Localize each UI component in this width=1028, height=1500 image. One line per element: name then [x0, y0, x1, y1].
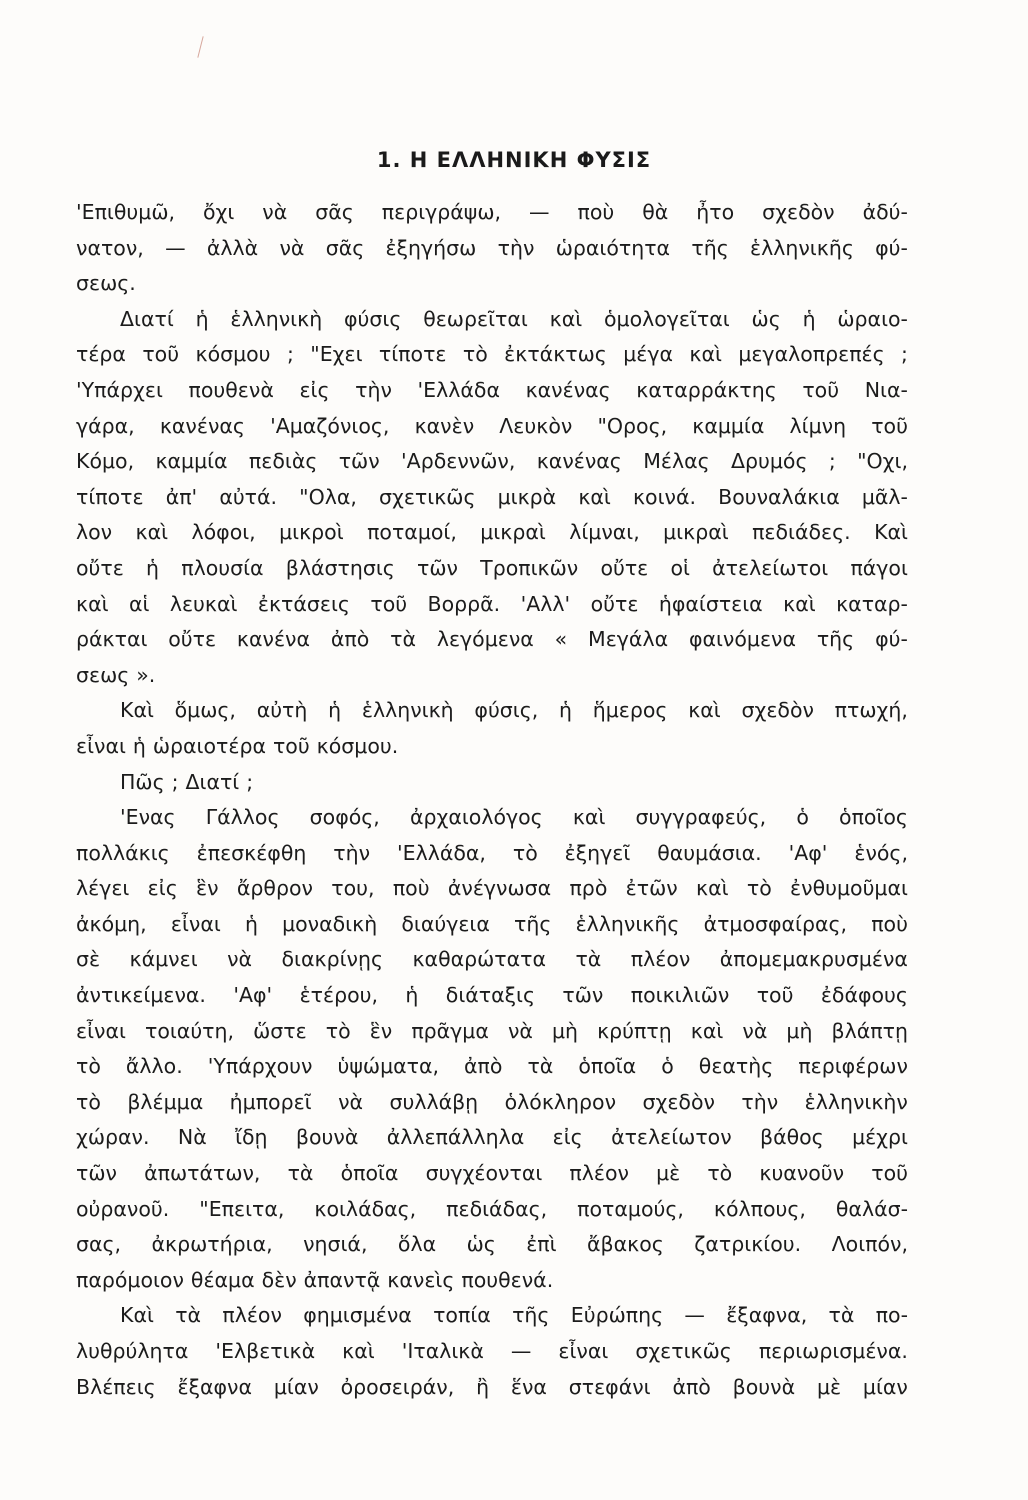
text-line: χώραν. Νὰ ἴδῃ βουνὰ ἀλλεπάλληλα εἰς ἀτελείωτον βάθος μέχρι [76, 1125, 908, 1150]
text-line: Καὶ ὅμως, αὐτὴ ἡ ἑλληνικὴ φύσις, ἡ ἥμερος καὶ σχεδὸν πτωχή, [120, 698, 908, 723]
text-line: 'Υπάρχει πουθενὰ εἰς τὴν 'Ελλάδα κανένας καταρράκτης τοῦ Νια- [76, 377, 908, 402]
text-line: Διατί ἡ ἑλληνικὴ φύσις θεωρεῖται καὶ ὁμολογεῖται ὡς ἡ ὡραιο- [120, 306, 908, 331]
text-line: πολλάκις ἐπεσκέφθη τὴν 'Ελλάδα, τὸ ἐξηγεῖ θαυμάσια. 'Αφ' ἑνός, [76, 840, 908, 865]
text-line: τὸ ἄλλο. 'Υπάρχουν ὑψώματα, ἀπὸ τὰ ὁποῖα ὁ θεατὴς περιφέρων [76, 1054, 908, 1079]
text-line: εἶναι ἡ ὡραιοτέρα τοῦ κόσμου. [76, 733, 399, 758]
chapter-title: 1. Η ΕΛΛΗΝΙΚΗ ΦΥΣΙΣ [376, 148, 652, 172]
text-line: λέγει εἰς ἓν ἄρθρον του, ποὺ ἀνέγνωσα πρὸ ἐτῶν καὶ τὸ ἐνθυμοῦμαι [76, 876, 908, 901]
text-line: σεως. [76, 271, 136, 296]
body-text [76, 195, 908, 1405]
text-line: σας, ἀκρωτήρια, νησιά, ὅλα ὡς ἐπὶ ἄβακος ζατρικίου. Λοιπόν, [76, 1232, 908, 1257]
text-line: Καὶ τὰ πλέον φημισμένα τοπία τῆς Εὐρώπης — ἔξαφνα, τὰ πο- [120, 1303, 908, 1328]
text-line: τῶν ἀπωτάτων, τὰ ὁποῖα συγχέονται πλέον μὲ τὸ κυανοῦν τοῦ [76, 1161, 908, 1186]
text-line: ἀντικείμενα. 'Αφ' ἑτέρου, ἡ διάταξις τῶν ποικιλιῶν τοῦ ἐδάφους [76, 983, 908, 1008]
text-line: Βλέπεις ἔξαφνα μίαν ὀροσειράν, ἢ ἕνα στεφάνι ἀπὸ βουνὰ μὲ μίαν [76, 1374, 908, 1399]
text-line: καὶ αἱ λευκαὶ ἐκτάσεις τοῦ Βορρᾶ. 'Αλλ' οὔτε ἡφαίστεια καὶ καταρ- [76, 591, 908, 616]
text-line: Κόμο, καμμία πεδιὰς τῶν 'Αρδεννῶν, κανένας Μέλας Δρυμός ; "Οχι, [76, 449, 908, 474]
text-line: οὐρανοῦ. "Επειτα, κοιλάδας, πεδιάδας, ποταμούς, κόλπους, θαλάσ- [76, 1196, 908, 1221]
text-line: παρόμοιον θέαμα δὲν ἀπαντᾷ κανεὶς πουθενά. [76, 1267, 554, 1292]
text-line: τίποτε ἀπ' αὐτά. "Ολα, σχετικῶς μικρὰ καὶ κοινά. Βουναλάκια μᾶλ- [76, 484, 908, 509]
text-line: λον καὶ λόφοι, μικροὶ ποταμοί, μικραὶ λίμναι, μικραὶ πεδιάδες. Καὶ [76, 520, 908, 545]
text-line: τέρα τοῦ κόσμου ; "Εχει τίποτε τὸ ἐκτάκτως μέγα καὶ μεγαλοπρεπές ; [76, 342, 908, 367]
text-line: σεως ». [76, 662, 156, 687]
text-line: λυθρύλητα 'Ελβετικὰ καὶ 'Ιταλικὰ — εἶναι σχετικῶς περιωρισμένα. [76, 1339, 908, 1363]
text-line: 'Ενας Γάλλος σοφός, ἀρχαιολόγος καὶ συγγραφεύς, ὁ ὁποῖος [120, 805, 908, 830]
text-line: γάρα, κανένας 'Αμαζόνιος, κανὲν Λευκὸν "Ορος, καμμία λίμνη τοῦ [76, 413, 908, 438]
text-line: σὲ κάμνει νὰ διακρίνῃς καθαρώτατα τὰ πλέον ἀπομεμακρυσμένα [76, 947, 908, 972]
pencil-mark [197, 36, 203, 58]
text-line: Πῶς ; Διατί ; [120, 769, 254, 794]
text-line: νατον, — ἀλλὰ νὰ σᾶς ἐξηγήσω τὴν ὡραιότητα τῆς ἑλληνικῆς φύ- [76, 235, 908, 260]
text-line: οὔτε ἡ πλουσία βλάστησις τῶν Τροπικῶν οὔτε οἱ ἀτελείωτοι πάγοι [76, 555, 908, 580]
text-line: εἶναι τοιαύτη, ὥστε τὸ ἓν πρᾶγμα νὰ μὴ κρύπτῃ καὶ νὰ μὴ βλάπτῃ [76, 1018, 908, 1043]
text-line: 'Επιθυμῶ, ὄχι νὰ σᾶς περιγράψω, — ποὺ θὰ ἦτο σχεδὸν ἀδύ- [76, 200, 908, 224]
text-line: ράκται οὔτε κανένα ἀπὸ τὰ λεγόμενα « Μεγάλα φαινόμενα τῆς φύ- [76, 627, 908, 652]
text-line: ἀκόμη, εἶναι ἡ μοναδικὴ διαύγεια τῆς ἑλληνικῆς ἀτμοσφαίρας, ποὺ [76, 911, 908, 936]
text-line: τὸ βλέμμα ἠμπορεῖ νὰ συλλάβῃ ὁλόκληρον σχεδὸν τὴν ἑλληνικὴν [76, 1089, 908, 1114]
